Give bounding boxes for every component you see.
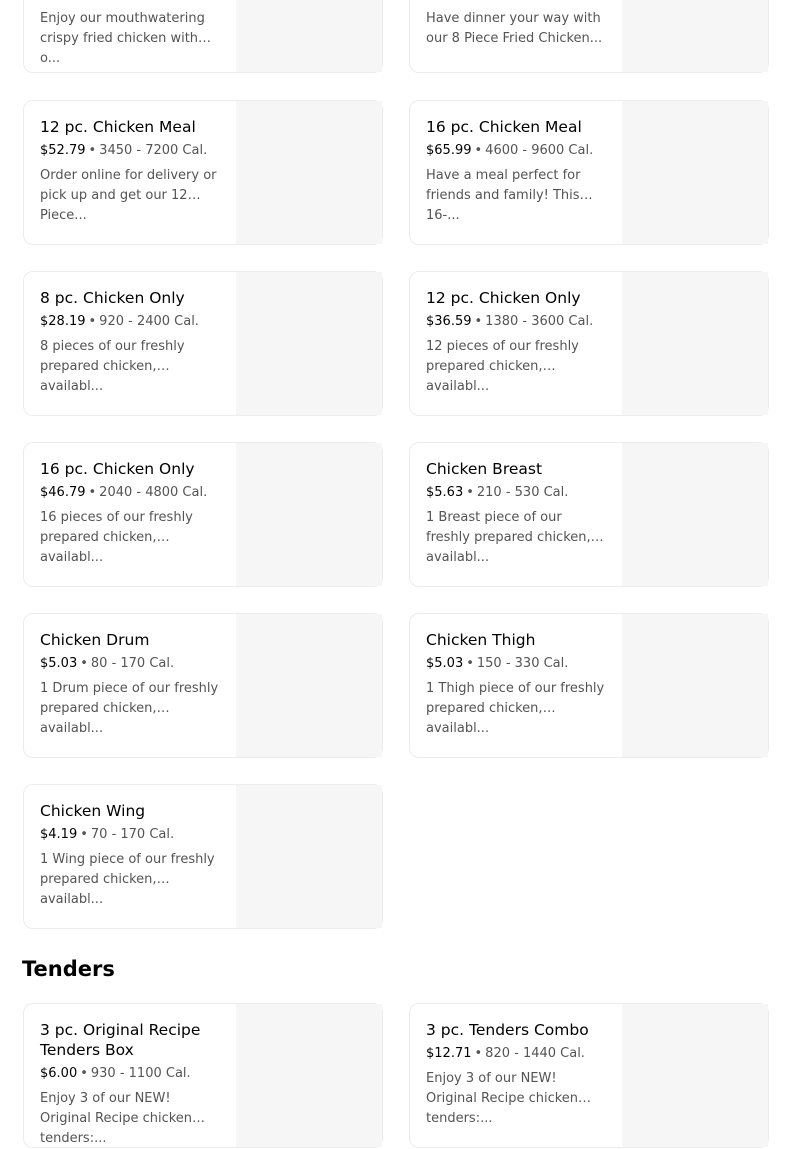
meta-separator: •	[80, 656, 88, 671]
menu-item-calories: 3450 - 7200 Cal.	[99, 143, 208, 158]
menu-item-title: 12 pc. Chicken Meal	[40, 118, 196, 136]
menu-item-text	[40, 1020, 220, 1146]
menu-item-image	[236, 614, 382, 757]
menu-item-text	[426, 1020, 606, 1126]
menu-item-card[interactable]	[409, 271, 769, 416]
section-title-tenders: Tenders	[22, 957, 115, 981]
menu-item-card[interactable]	[23, 0, 383, 73]
menu-item-price: $46.79	[40, 485, 86, 500]
menu-item-title: 16 pc. Chicken Meal	[426, 118, 582, 136]
menu-item-card[interactable]	[23, 613, 383, 758]
menu-item-text	[426, 0, 606, 49]
menu-item-card[interactable]	[409, 0, 769, 73]
menu-item-meta	[40, 655, 220, 673]
menu-item-description: 1 Breast piece of our freshly prepared chicken, availabl...	[426, 510, 591, 565]
menu-item-price: $36.59	[426, 314, 472, 329]
menu-item-title: 3 pc. Original Recipe Tenders Box	[40, 1021, 201, 1059]
menu-item-price: $28.19	[40, 314, 86, 329]
meta-separator: •	[88, 485, 97, 500]
menu-item-card[interactable]	[409, 1003, 769, 1148]
menu-item-description: Enjoy 3 of our NEW! Original Recipe chicken tenders:...	[426, 1071, 579, 1126]
menu-item-description: 8 pieces of our freshly prepared chicken, availabl...	[40, 339, 185, 394]
menu-item-description: Enjoy 3 of our NEW! Original Recipe chicken tenders:...	[40, 1091, 193, 1146]
meta-separator: •	[466, 656, 474, 671]
meta-separator: •	[88, 143, 97, 158]
menu-item-description: 12 pieces of our freshly prepared chicken, availabl...	[426, 339, 579, 394]
menu-item-text	[426, 459, 606, 565]
menu-item-calories: 150 - 330 Cal.	[476, 656, 569, 671]
menu-item-price: $52.79	[40, 143, 86, 158]
menu-item-image	[236, 272, 382, 415]
menu-item-image	[236, 443, 382, 586]
menu-item-title: Chicken Breast	[426, 460, 543, 478]
menu-item-price: $5.03	[426, 656, 464, 671]
meta-separator: •	[80, 1066, 88, 1081]
menu-item-title: Chicken Thigh	[426, 631, 536, 649]
menu-item-text	[426, 117, 606, 223]
menu-item-title: 16 pc. Chicken Only	[40, 460, 195, 478]
menu-item-price: $6.00	[40, 1066, 78, 1081]
menu-item-text	[426, 288, 606, 394]
menu-item-calories: 210 - 530 Cal.	[476, 485, 569, 500]
menu-item-text	[40, 801, 220, 907]
menu-item-price: $65.99	[426, 143, 472, 158]
menu-item-card[interactable]	[23, 1003, 383, 1148]
menu-item-calories: 70 - 170 Cal.	[90, 827, 175, 842]
menu-item-card[interactable]	[23, 271, 383, 416]
menu-item-calories: 920 - 2400 Cal.	[99, 314, 199, 329]
menu-item-title: 3 pc. Tenders Combo	[426, 1021, 589, 1039]
menu-item-meta	[426, 484, 606, 502]
menu-item-text	[40, 459, 220, 565]
menu-item-image	[622, 0, 768, 72]
menu-item-meta	[40, 313, 220, 331]
menu-item-meta	[426, 313, 606, 331]
menu-item-price: $5.03	[40, 656, 78, 671]
menu-item-card[interactable]	[409, 442, 769, 587]
menu-item-description: Enjoy our mouthwatering crispy fried chicken with o...	[40, 11, 205, 66]
menu-item-image	[622, 101, 768, 244]
menu-item-calories: 80 - 170 Cal.	[90, 656, 175, 671]
meta-separator: •	[88, 314, 97, 329]
menu-item-meta	[40, 1065, 220, 1083]
meta-separator: •	[474, 1046, 483, 1061]
menu-item-meta	[40, 826, 220, 844]
menu-item-title: 12 pc. Chicken Only	[426, 289, 581, 307]
menu-item-card[interactable]	[23, 442, 383, 587]
menu-item-description: Have a meal perfect for friends and family! This 16-...	[426, 168, 581, 223]
menu-item-description: Have dinner your way with our 8 Piece Fried Chicken...	[426, 11, 603, 46]
menu-item-description: 1 Drum piece of our freshly prepared chicken, availabl...	[40, 681, 219, 736]
menu-item-meta	[426, 655, 606, 673]
menu-item-calories: 820 - 1440 Cal.	[485, 1046, 585, 1061]
meta-separator: •	[474, 143, 483, 158]
menu-item-title: Chicken Drum	[40, 631, 150, 649]
meta-separator: •	[474, 314, 483, 329]
menu-item-text	[40, 288, 220, 394]
menu-item-price: $12.71	[426, 1046, 472, 1061]
menu-item-image	[236, 1004, 382, 1147]
menu-item-description: 16 pieces of our freshly prepared chicken, availabl...	[40, 510, 193, 565]
menu-item-text	[426, 630, 606, 736]
menu-item-image	[622, 443, 768, 586]
menu-item-calories: 1380 - 3600 Cal.	[485, 314, 594, 329]
menu-item-price: $5.63	[426, 485, 464, 500]
menu-item-image	[236, 101, 382, 244]
menu-item-title: 8 pc. Chicken Only	[40, 289, 185, 307]
menu-item-description: 1 Thigh piece of our freshly prepared chicken, availabl...	[426, 681, 605, 736]
meta-separator: •	[466, 485, 474, 500]
menu-item-calories: 4600 - 9600 Cal.	[485, 143, 594, 158]
menu-item-description: 1 Wing piece of our freshly prepared chicken, availabl...	[40, 852, 215, 907]
menu-item-price: $4.19	[40, 827, 78, 842]
menu-item-text	[40, 630, 220, 736]
menu-item-card[interactable]	[23, 784, 383, 929]
menu-item-image	[622, 614, 768, 757]
menu-item-calories: 930 - 1100 Cal.	[90, 1066, 191, 1081]
menu-item-image	[622, 1004, 768, 1147]
menu-item-meta	[426, 1045, 606, 1063]
menu-item-calories: 2040 - 4800 Cal.	[99, 485, 208, 500]
menu-item-text	[40, 117, 220, 223]
menu-item-card[interactable]	[409, 613, 769, 758]
menu-item-text	[40, 0, 220, 66]
menu-item-card[interactable]	[23, 100, 383, 245]
menu-item-meta	[40, 142, 220, 160]
menu-item-description: Order online for delivery or pick up and get our 12 Piece...	[40, 168, 217, 223]
menu-item-meta	[40, 484, 220, 502]
meta-separator: •	[80, 827, 88, 842]
menu-item-image	[236, 785, 382, 928]
menu-item-meta	[426, 142, 606, 160]
menu-item-card[interactable]	[409, 100, 769, 245]
menu-item-image	[622, 272, 768, 415]
menu-item-title: Chicken Wing	[40, 802, 146, 820]
menu-item-image	[236, 0, 382, 72]
